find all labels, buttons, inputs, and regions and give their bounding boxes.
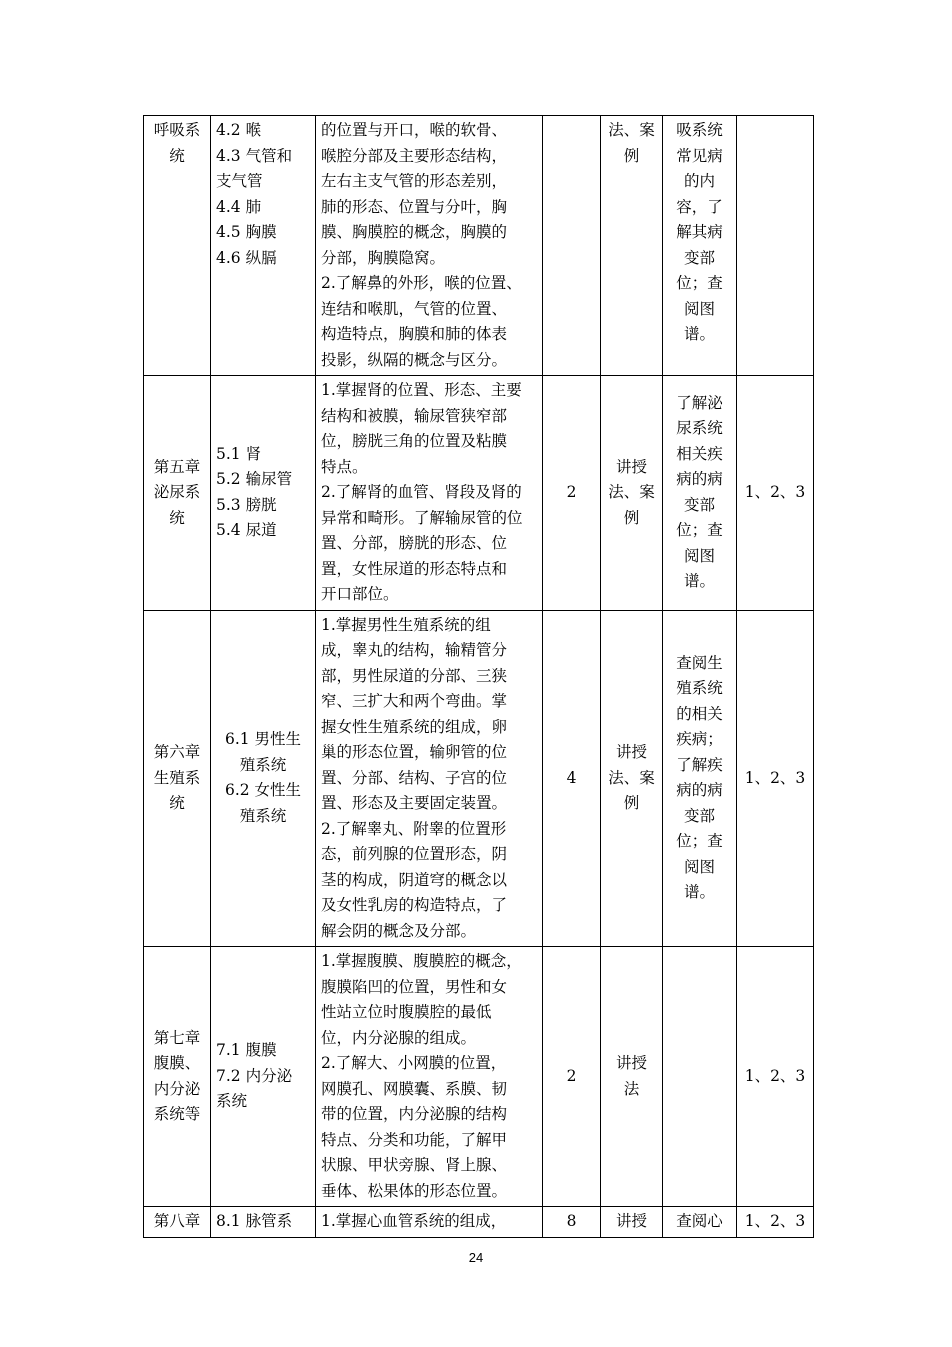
- activity-cell: [663, 947, 737, 1207]
- chapter-cell: [144, 610, 211, 947]
- requirements-line: 构造特点，胸膜和肺的体表: [321, 325, 508, 343]
- table-row: [144, 947, 814, 1207]
- activity-line: 谱。: [683, 883, 715, 902]
- activity-line: 容，了: [676, 197, 723, 216]
- method-line: 例: [623, 146, 640, 165]
- sections-line: 5.2 输尿管: [216, 470, 293, 489]
- requirements-line: 部，男性尿道的分部、三狭: [321, 666, 508, 685]
- chapter-line: 系统等: [153, 1105, 201, 1123]
- chapter-line: 第六章: [153, 743, 201, 761]
- requirements-line: 性站立位时腹膜腔的最低: [321, 1003, 492, 1021]
- sections-line: 5.3 膀胱: [216, 495, 277, 514]
- requirements-line: 1.掌握腹膜、腹膜腔的概念，: [321, 952, 522, 970]
- chapter-line: 第五章: [153, 457, 201, 476]
- requirements-line: 状腺、甲状旁腺、肾上腺、: [321, 1156, 508, 1174]
- sections-line: 4.2 喉: [216, 121, 262, 139]
- method-line: 讲授: [615, 743, 647, 761]
- activity-line: 查阅心: [676, 1212, 723, 1230]
- requirements-line: 1.掌握男性生殖系统的组: [321, 615, 491, 634]
- chapter-cell: [144, 947, 211, 1207]
- hours-cell: 4: [543, 610, 601, 947]
- chapter-line: 统: [169, 794, 185, 812]
- requirements-cell: [316, 116, 543, 376]
- requirements-line: 异常和畸形。了解输尿管的位: [321, 508, 523, 527]
- activity-line: 的相关: [676, 704, 723, 723]
- activity-line: 的内: [683, 172, 715, 190]
- sections-line: 7.1 腹膜: [216, 1041, 277, 1060]
- requirements-line: 成，睾丸的结构，输精管分: [321, 641, 508, 659]
- requirements-line: 1.掌握心血管系统的组成，: [321, 1212, 507, 1230]
- activity-line: 位；查: [676, 274, 723, 292]
- hours-cell: 2: [543, 947, 601, 1207]
- requirements-line: 开口部位。: [321, 585, 399, 603]
- requirements-line: 巢的形态位置，输卵管的位: [321, 743, 508, 761]
- requirements-line: 肺的形态、位置与分叶，胸: [321, 197, 508, 216]
- sections-line: 4.4 肺: [216, 197, 262, 216]
- activity-line: 谱。: [683, 325, 715, 343]
- chapter-cell: [144, 376, 211, 611]
- requirements-line: 特点、分类和功能，了解甲: [321, 1130, 508, 1149]
- sections-line: 殖系统: [239, 755, 287, 774]
- sections-line: 4.3 气管和: [216, 146, 293, 165]
- table-row: [144, 376, 814, 611]
- activity-line: 谱。: [683, 572, 715, 591]
- requirements-line: 2.了解肾的血管、肾段及肾的: [321, 483, 522, 501]
- requirements-line: 2.了解睾丸、附睾的位置形: [321, 819, 507, 838]
- activity-line: 阅图: [683, 299, 715, 318]
- requirements-line: 膜、胸膜腔的概念，胸膜的: [321, 223, 508, 241]
- sections-line: 6.1 男性生: [224, 730, 302, 749]
- sections-line: 4.6 纵膈: [216, 248, 277, 267]
- method-cell: [601, 1207, 663, 1238]
- refs-cell: [737, 116, 814, 376]
- requirements-line: 及女性乳房的构造特点，了: [321, 896, 508, 914]
- sections-cell: [211, 610, 316, 947]
- sections-line: 6.2 女性生: [224, 781, 302, 800]
- chapter-cell: [144, 116, 211, 376]
- requirements-line: 置、分部，膀胱的形态、位: [321, 534, 508, 552]
- sections-line: 7.2 内分泌: [216, 1066, 293, 1085]
- activity-line: 病的病: [676, 470, 723, 489]
- requirements-line: 茎的构成，阴道穹的概念以: [321, 870, 508, 889]
- activity-line: 查阅生: [676, 653, 723, 672]
- method-line: 讲授: [615, 1212, 647, 1230]
- chapter-line: 腹膜、: [153, 1054, 201, 1072]
- requirements-line: 位，膀胱三角的位置及粘膜: [321, 432, 508, 450]
- activity-line: 了解泌: [676, 393, 723, 412]
- requirements-line: 置，女性尿道的形态特点和: [321, 559, 508, 578]
- syllabus-table: [143, 115, 814, 1238]
- method-line: 法、案: [608, 768, 655, 787]
- requirements-line: 分部，胸膜隐窝。: [321, 248, 446, 267]
- requirements-line: 左右主支气管的形态差别，: [321, 172, 508, 190]
- activity-line: 位；查: [676, 521, 723, 540]
- table-row: [144, 610, 814, 947]
- requirements-line: 2.了解大、小网膜的位置，: [321, 1054, 507, 1072]
- requirements-line: 置、形态及主要固定装置。: [321, 794, 508, 812]
- chapter-line: 泌尿系: [153, 483, 201, 501]
- chapter-cell: [144, 1207, 211, 1238]
- sections-line: 支气管: [216, 172, 263, 190]
- requirements-line: 窄、三扩大和两个弯曲。掌: [321, 692, 508, 710]
- sections-line: 8.1 脉管系: [216, 1212, 293, 1230]
- activity-cell: [663, 610, 737, 947]
- requirements-line: 垂体、松果体的形态位置。: [321, 1181, 508, 1200]
- activity-line: 阅图: [683, 546, 715, 565]
- method-line: 例: [623, 508, 640, 527]
- hours-cell: 8: [543, 1207, 601, 1238]
- activity-line: 位；查: [676, 832, 723, 851]
- table-row: [144, 116, 814, 376]
- refs-cell: 1、2、3: [737, 947, 814, 1207]
- chapter-line: 第八章: [153, 1212, 201, 1230]
- sections-line: 4.5 胸膜: [216, 223, 277, 241]
- activity-line: 解其病: [676, 223, 723, 241]
- hours-cell: 2: [543, 376, 601, 611]
- refs-cell: 1、2、3: [737, 1207, 814, 1238]
- chapter-line: 呼吸系: [153, 121, 201, 139]
- activity-line: 殖系统: [676, 679, 723, 698]
- requirements-line: 态，前列腺的位置形态，阴: [321, 845, 508, 863]
- method-line: 法、案: [608, 483, 655, 501]
- method-line: 法、案: [608, 121, 655, 139]
- activity-line: 阅图: [683, 857, 715, 876]
- requirements-line: 投影，纵隔的概念与区分。: [321, 350, 508, 369]
- sections-cell: [211, 1207, 316, 1238]
- requirements-cell: [316, 947, 543, 1207]
- method-line: 讲授: [615, 457, 647, 476]
- hours-cell: [543, 116, 601, 376]
- requirements-line: 握女性生殖系统的组成，卵: [321, 717, 508, 736]
- method-cell: [601, 947, 663, 1207]
- activity-line: 常见病: [676, 146, 723, 165]
- method-cell: [601, 610, 663, 947]
- method-cell: [601, 376, 663, 611]
- requirements-line: 的位置与开口，喉的软骨、: [321, 121, 508, 139]
- requirements-cell: [316, 1207, 543, 1238]
- chapter-line: 统: [169, 146, 185, 165]
- refs-cell: 1、2、3: [737, 376, 814, 611]
- method-cell: [601, 116, 663, 376]
- refs-cell: 1、2、3: [737, 610, 814, 947]
- requirements-line: 解会阴的概念及分部。: [321, 921, 477, 940]
- sections-line: 5.1 肾: [216, 444, 262, 463]
- sections-line: 5.4 尿道: [216, 521, 277, 540]
- requirements-line: 特点。: [321, 457, 368, 476]
- chapter-line: 统: [169, 508, 185, 527]
- sections-cell: [211, 376, 316, 611]
- requirements-line: 2.了解鼻的外形，喉的位置、: [321, 274, 522, 292]
- page-number: 24: [468, 1250, 484, 1265]
- requirements-line: 置、分部、结构、子宫的位: [321, 768, 508, 787]
- requirements-line: 带的位置，内分泌腺的结构: [321, 1105, 508, 1123]
- method-line: 法: [623, 1079, 640, 1098]
- requirements-line: 1.掌握肾的位置、形态、主要: [321, 381, 522, 399]
- method-line: 例: [623, 794, 640, 812]
- activity-cell: [663, 1207, 737, 1238]
- chapter-line: 内分泌: [153, 1079, 201, 1098]
- activity-cell: [663, 116, 737, 376]
- activity-line: 变部: [683, 495, 715, 514]
- requirements-line: 连结和喉肌，气管的位置、: [321, 299, 508, 318]
- activity-line: 变部: [683, 806, 715, 825]
- requirements-line: 网膜孔、网膜囊、系膜、韧: [321, 1079, 508, 1098]
- table-body: [144, 116, 814, 1238]
- activity-cell: [663, 376, 737, 611]
- activity-line: 相关疾: [676, 444, 723, 463]
- requirements-cell: [316, 610, 543, 947]
- sections-cell: [211, 947, 316, 1207]
- activity-line: 病的病: [676, 781, 723, 800]
- requirements-line: 位，内分泌腺的组成。: [321, 1028, 477, 1047]
- table-row: [144, 1207, 814, 1238]
- chapter-line: 第七章: [153, 1028, 201, 1047]
- activity-line: 变部: [683, 248, 715, 267]
- requirements-line: 结构和被膜，输尿管狭窄部: [321, 406, 508, 425]
- activity-line: 了解疾: [676, 755, 723, 774]
- requirements-line: 腹膜陷凹的位置，男性和女: [321, 977, 508, 996]
- activity-line: 尿系统: [676, 419, 723, 438]
- activity-line: 吸系统: [676, 121, 723, 139]
- sections-cell: [211, 116, 316, 376]
- method-line: 讲授: [615, 1054, 647, 1072]
- sections-line: 系统: [216, 1092, 248, 1111]
- activity-line: 疾病；: [676, 730, 723, 749]
- sections-line: 殖系统: [239, 806, 287, 825]
- requirements-cell: [316, 376, 543, 611]
- requirements-line: 喉腔分部及主要形态结构，: [321, 146, 508, 165]
- chapter-line: 生殖系: [153, 768, 201, 787]
